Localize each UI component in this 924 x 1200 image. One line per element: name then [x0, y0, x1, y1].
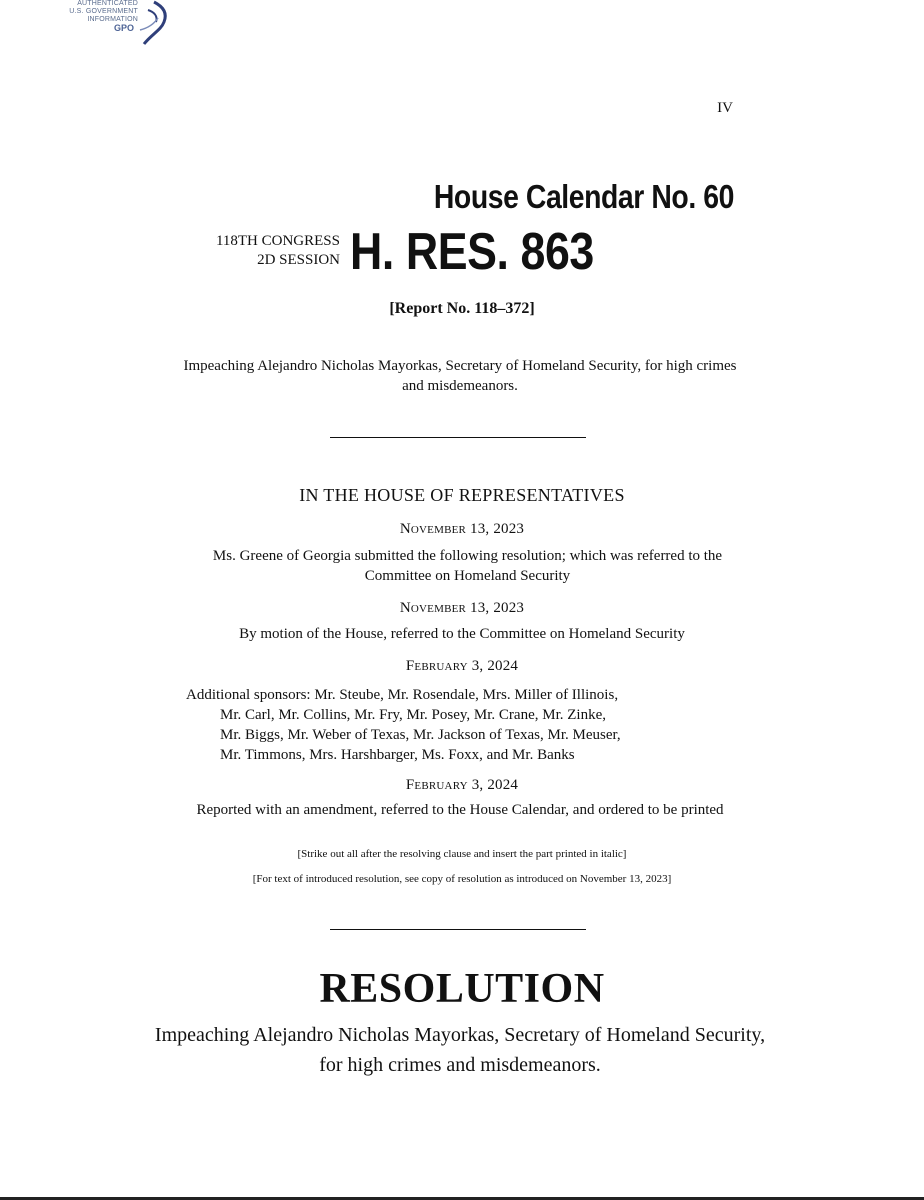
action-date: February 3, 2024 [405, 658, 519, 674]
action-text: Ms. Greene of Georgia submitted the following resolution; which was referred to the Committee on Homeland Security [212, 548, 723, 584]
sponsors-line: Additional sponsors: Mr. Steube, Mr. Rosendale, Mrs. Miller of Illinois, [186, 687, 619, 703]
action-text: By motion of the House, referred to the Committee on Homeland Security [239, 626, 685, 642]
logo-line-2: U.S. GOVERNMENT [69, 8, 138, 15]
action-date: November 13, 2023 [399, 600, 525, 616]
session-label: 2D SESSION [257, 252, 340, 268]
logo-line-1: AUTHENTICATED [77, 0, 138, 7]
divider [330, 929, 586, 930]
eagle-icon [134, 0, 174, 46]
strike-note: [Strike out all after the resolving clause and insert the part printed in italic] [297, 848, 627, 860]
additional-sponsors [180, 685, 752, 765]
resolution-heading: RESOLUTION [319, 966, 605, 1012]
congress-session-block [150, 232, 340, 270]
page-roman-numeral: IV [717, 100, 733, 116]
bill-number: H. RES. 863 [350, 223, 594, 281]
sponsors-line: Mr. Carl, Mr. Collins, Mr. Fry, Mr. Posey, Mr. Crane, Mr. Zinke, [220, 707, 606, 723]
action-date: February 3, 2024 [405, 777, 519, 793]
sponsors-line: Mr. Biggs, Mr. Weber of Texas, Mr. Jackson of Texas, Mr. Meuser, [220, 727, 621, 743]
action-text: Reported with an amendment, referred to the House Calendar, and ordered to be printed [196, 802, 724, 818]
congress-label: 118TH CONGRESS [215, 233, 340, 249]
introduced-text-note: [For text of introduced resolution, see copy of resolution as introduced on November 13, 2023] [252, 873, 672, 885]
house-header: IN THE HOUSE OF REPRESENTATIVES [299, 485, 625, 505]
sponsors-line: Mr. Timmons, Mrs. Harshbarger, Ms. Foxx, and Mr. Banks [220, 747, 575, 763]
logo-gpo-text: GPO [114, 23, 135, 33]
divider [330, 437, 586, 438]
report-number: [Report No. 118–372] [389, 300, 535, 317]
gpo-authenticated-logo [62, 0, 172, 46]
resolution-title: Impeaching Alejandro Nicholas Mayorkas, Secretary of Homeland Security, for high crimes and misdemeanors. [154, 1024, 766, 1076]
action-date: November 13, 2023 [399, 521, 525, 537]
logo-line-3: INFORMATION [87, 16, 138, 23]
house-calendar-number: House Calendar No. 60 [433, 178, 734, 215]
short-title: Impeaching Alejandro Nicholas Mayorkas, Secretary of Homeland Security, for high crimes and misdemeanors. [183, 358, 737, 394]
